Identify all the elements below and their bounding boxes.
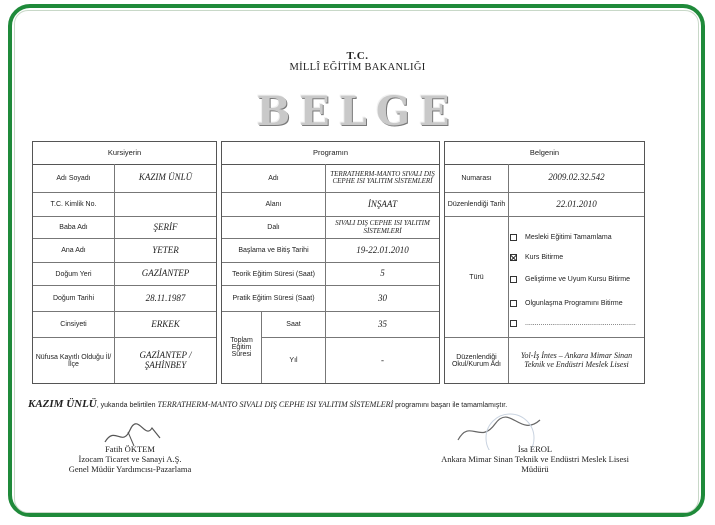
trainee-label: Baba Adı bbox=[33, 217, 115, 238]
type-option-label: Olgunlaşma Programını Bitirme bbox=[525, 300, 623, 307]
header-tc: T.C. bbox=[346, 50, 369, 62]
trainee-value: KAZIM ÜNLÜ bbox=[138, 172, 193, 183]
right-signatory-name: İsa EROL bbox=[517, 444, 553, 454]
right-signatory-school: Ankara Mimar Sinan Teknik ve Endüstri Meslek Lisesi bbox=[441, 454, 629, 464]
trainee-panel-header: Kursiyerin bbox=[33, 142, 216, 165]
program-row bbox=[222, 263, 439, 286]
issuing-school-value: Yol-İş İntes – Ankara Mimar Sinan Teknik ve Endüstri Meslek Lisesi bbox=[520, 351, 633, 369]
type-option-label: Geliştirme ve Uyum Kursu Bitirme bbox=[525, 276, 631, 283]
issuing-school-row bbox=[445, 338, 644, 383]
completion-statement bbox=[28, 398, 507, 410]
total-hours-value: 35 bbox=[378, 318, 387, 329]
total-duration-block bbox=[222, 312, 439, 383]
left-signature-block bbox=[30, 444, 230, 474]
program-row bbox=[222, 286, 439, 312]
trainee-row bbox=[33, 312, 216, 338]
total-years-row bbox=[262, 338, 439, 383]
trainee-label: Adı Soyadı bbox=[33, 164, 115, 192]
statement-name: KAZIM ÜNLÜ bbox=[28, 398, 97, 410]
certificate-info-header: Belgenin bbox=[445, 142, 644, 165]
program-value: İNŞAAT bbox=[367, 198, 398, 209]
program-value: SIVALI DIŞ CEPHE ISI YALITIM SİSTEMLERİ bbox=[335, 219, 430, 235]
program-value: 5 bbox=[380, 268, 385, 279]
certificate-number-label: Numarası bbox=[445, 164, 509, 192]
trainee-row bbox=[33, 263, 216, 286]
checkbox-icon bbox=[510, 320, 517, 327]
header-ministry: MİLLÎ EĞİTİM BAKANLIĞI bbox=[289, 62, 426, 73]
program-label: Alanı bbox=[222, 193, 326, 216]
trainee-row bbox=[33, 338, 216, 383]
trainee-row bbox=[33, 193, 216, 217]
issuing-school-label: Düzenlendiği Okul/Kurum Adı bbox=[445, 338, 509, 383]
trainee-value bbox=[115, 193, 216, 216]
trainee-label: T.C. Kimlik No. bbox=[33, 193, 115, 216]
statement-program: TERRATHERM-MANTO SIVALI DIŞ CEPHE ISI YALITIM SİSTEMLERİ bbox=[157, 400, 394, 409]
program-label: Dalı bbox=[222, 217, 326, 238]
left-signatory-name: Fatih ÖKTEM bbox=[105, 444, 155, 454]
certificate-number-value: 2009.02.32.542 bbox=[548, 172, 605, 183]
type-option bbox=[510, 300, 623, 307]
checkbox-icon bbox=[510, 276, 517, 283]
certificate-info-panel bbox=[444, 141, 645, 384]
trainee-row bbox=[33, 164, 216, 193]
checked-checkbox-icon bbox=[510, 254, 517, 261]
certificate-type-label: Türü bbox=[445, 217, 509, 337]
trainee-row bbox=[33, 217, 216, 239]
type-option bbox=[510, 254, 563, 261]
program-label: Başlama ve Bitiş Tarihi bbox=[222, 239, 326, 262]
trainee-panel bbox=[32, 141, 217, 384]
trainee-row bbox=[33, 239, 216, 263]
program-panel bbox=[221, 141, 440, 384]
program-row bbox=[222, 193, 439, 217]
trainee-value: GAZİANTEP / ŞAHİNBEY bbox=[139, 350, 192, 370]
trainee-label: Ana Adı bbox=[33, 239, 115, 262]
right-signatory-title: Müdürü bbox=[521, 464, 549, 474]
trainee-label: Doğum Yeri bbox=[33, 263, 115, 285]
trainee-value: 28.11.1987 bbox=[145, 292, 186, 303]
type-option-label: ......................................................... bbox=[525, 320, 636, 327]
type-option bbox=[510, 320, 636, 327]
program-value: TERRATHERM-MANTO SIVALI DIŞ CEPHE ISI YALITIM SİSTEMLERİ bbox=[330, 169, 435, 185]
total-years-label: Yıl bbox=[262, 338, 326, 383]
certificate-date-value: 22.01.2010 bbox=[556, 198, 597, 209]
total-hours-row bbox=[262, 312, 439, 338]
trainee-row bbox=[33, 286, 216, 312]
program-value: 19-22.01.2010 bbox=[356, 244, 409, 255]
checkbox-icon bbox=[510, 300, 517, 307]
checkbox-icon bbox=[510, 234, 517, 241]
total-years-value: - bbox=[381, 354, 384, 365]
left-signatory-title: Genel Müdür Yardımcısı-Pazarlama bbox=[68, 464, 192, 474]
program-row bbox=[222, 217, 439, 239]
trainee-label: Doğum Tarihi bbox=[33, 286, 115, 311]
type-option-label: Kurs Bitirme bbox=[525, 254, 564, 261]
program-panel-header: Programın bbox=[222, 142, 439, 165]
certificate-number-row bbox=[445, 164, 644, 193]
trainee-value: YETER bbox=[152, 244, 179, 255]
statement-text-1: , yukarıda belirtilen bbox=[96, 402, 156, 409]
right-signature-block bbox=[400, 444, 670, 474]
total-duration-label: Toplam Eğitim Süresi bbox=[222, 312, 262, 383]
document-title: BELGE bbox=[256, 88, 459, 135]
program-row bbox=[222, 239, 439, 263]
trainee-label: Nüfusa Kayıtlı Olduğu İl/İlçe bbox=[33, 338, 115, 383]
type-option bbox=[510, 276, 630, 283]
trainee-value: ERKEK bbox=[151, 318, 180, 329]
trainee-label: Cinsiyeti bbox=[33, 312, 115, 337]
program-row bbox=[222, 164, 439, 193]
left-signatory-company: İzocam Ticaret ve Sanayi A.Ş. bbox=[78, 454, 182, 464]
trainee-value: GAZİANTEP bbox=[141, 268, 190, 279]
trainee-value: ŞERİF bbox=[153, 221, 178, 232]
type-option bbox=[510, 234, 612, 241]
program-value: 30 bbox=[378, 292, 387, 303]
statement-text-2: programını başarı ile tamamlamıştır. bbox=[395, 402, 508, 409]
type-option-label: Mesleki Eğitimi Tamamlama bbox=[525, 234, 612, 241]
certificate-date-label: Düzenlendiği Tarih bbox=[445, 193, 509, 216]
total-hours-label: Saat bbox=[262, 312, 326, 337]
program-label: Pratik Eğitim Süresi (Saat) bbox=[222, 286, 326, 311]
certificate-date-row bbox=[445, 193, 644, 217]
program-label: Adı bbox=[222, 164, 326, 192]
program-label: Teorik Eğitim Süresi (Saat) bbox=[222, 263, 326, 285]
